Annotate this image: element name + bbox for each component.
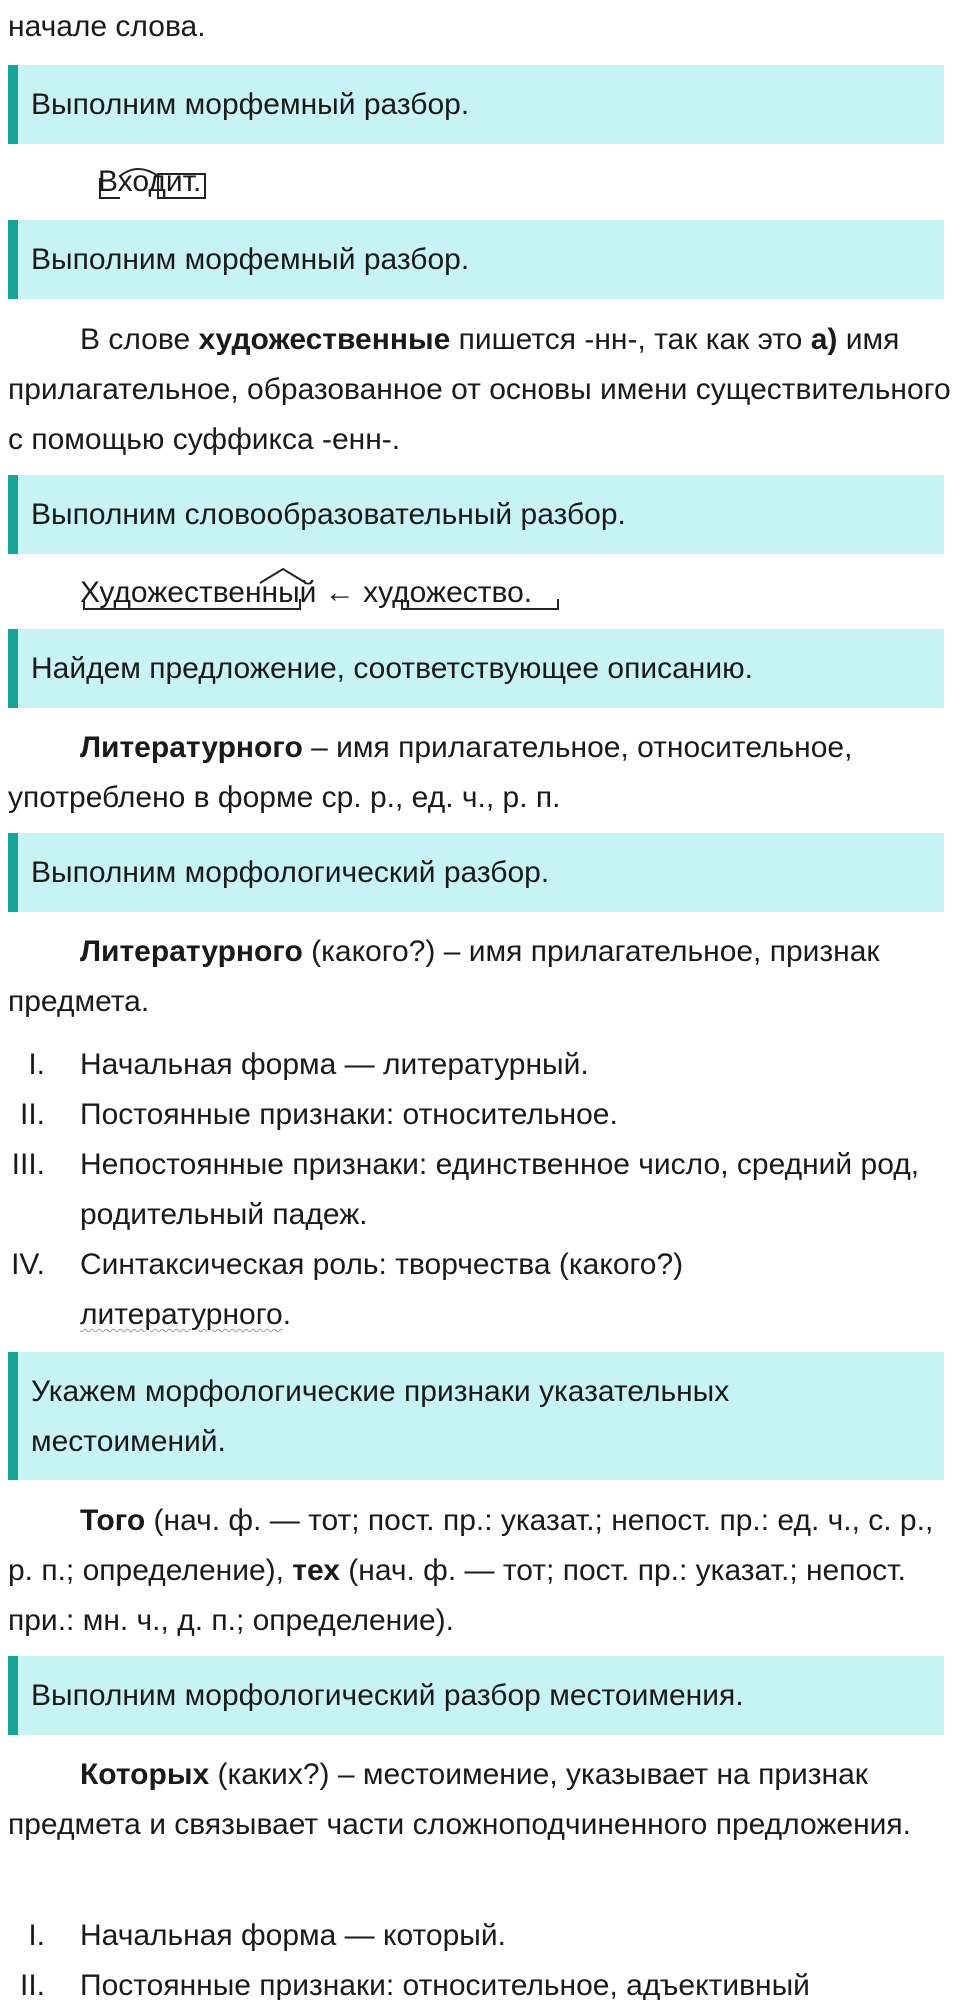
list-text: Начальная форма — который. bbox=[80, 1919, 506, 1952]
task-callout bbox=[8, 629, 944, 708]
callout-text: Найдем предложение, соответствующее описанию. bbox=[31, 651, 753, 685]
list-item bbox=[0, 1240, 960, 1340]
paragraph-text: (каких?) – местоимение, указывает на признак предмета и связывает части сложноподчиненного предложения. bbox=[8, 1758, 912, 1841]
source-word: художество bbox=[363, 576, 524, 609]
list-item bbox=[0, 1040, 960, 1090]
spellcheck-word: литературного bbox=[80, 1298, 283, 1331]
callout-text: Выполним морфемный разбор. bbox=[31, 242, 470, 276]
task-callout bbox=[8, 65, 944, 144]
key-word: Литературного bbox=[80, 935, 303, 968]
list-item bbox=[0, 1911, 960, 1961]
derivation-marks bbox=[80, 573, 600, 623]
paragraph bbox=[8, 723, 953, 823]
list-period: . bbox=[282, 1298, 292, 1331]
list-text-main: Синтаксическая роль: творчества (какого?) bbox=[80, 1248, 684, 1281]
task-callout bbox=[8, 1352, 944, 1480]
key-word: Литературного bbox=[80, 731, 303, 764]
paragraph bbox=[8, 1496, 953, 1646]
morpheme-word: Входит bbox=[98, 165, 194, 198]
list-item bbox=[0, 1140, 960, 1240]
callout-text: Выполним словообразовательный разбор. bbox=[31, 497, 626, 531]
derivation-arrow: ← bbox=[324, 576, 355, 609]
paragraph-text: – имя прилагательное, относительное, употреблено в форме ср. р., ед. ч., р. п. bbox=[8, 731, 853, 814]
list-text: Постоянные признаки: относительное, адъективный bbox=[80, 1969, 810, 2000]
derivation-diagram bbox=[80, 573, 532, 613]
list-number: I. bbox=[28, 1919, 45, 1952]
task-callout bbox=[8, 475, 944, 554]
text-line: начале слова. bbox=[8, 10, 206, 43]
key-word: тех bbox=[292, 1554, 340, 1587]
callout-text: Выполним морфологический разбор. bbox=[31, 855, 550, 889]
paragraph bbox=[8, 1750, 953, 1850]
answer-option: а) bbox=[810, 323, 838, 356]
paragraph-text: (какого?) – имя прилагательное, признак предмета. bbox=[8, 935, 880, 1018]
morpheme-diagram bbox=[98, 162, 201, 202]
list-number: II. bbox=[19, 1098, 45, 1131]
derived-word: Художественный bbox=[80, 576, 317, 609]
morpheme-period: . bbox=[193, 165, 202, 198]
paragraph-text: пишется -нн-, так как это bbox=[450, 323, 811, 356]
key-word: Которых bbox=[80, 1758, 210, 1791]
list-text bbox=[80, 1240, 950, 1340]
list-text: Непостоянные признаки: единственное число, средний род, родительный падеж. bbox=[80, 1148, 920, 1231]
paragraph-text: (нач. ф. — тот; пост. пр.: указат.; непост. при.: мн. ч., д. п.; определение). bbox=[8, 1554, 906, 1637]
list-number: III. bbox=[11, 1148, 45, 1181]
source-stem-bracket bbox=[402, 599, 558, 609]
list-item bbox=[0, 1961, 960, 2000]
key-word: Того bbox=[80, 1504, 146, 1537]
paragraph-text: В слове bbox=[80, 323, 199, 356]
callout-text: Выполним морфологический разбор местоимения. bbox=[31, 1678, 744, 1712]
callout-text: Укажем морфологические признаки указательных местоимений. bbox=[31, 1375, 730, 1458]
derivation-period: . bbox=[523, 576, 533, 609]
paragraph-text: (нач. ф. — тот; пост. пр.: указат.; непост. пр.: ед. ч., с. р., р. п.; определение), bbox=[8, 1504, 934, 1587]
root-arc bbox=[120, 169, 158, 176]
callout-text: Выполним морфемный разбор. bbox=[31, 87, 470, 121]
list-text: Начальная форма — литературный. bbox=[80, 1048, 589, 1081]
task-callout bbox=[8, 833, 944, 912]
list-text: Постоянные признаки: относительное. bbox=[80, 1098, 618, 1131]
task-callout bbox=[8, 220, 944, 299]
key-word: художественные bbox=[198, 323, 451, 356]
prefix-mark bbox=[100, 178, 120, 198]
list-item bbox=[0, 1090, 960, 1140]
paragraph bbox=[8, 927, 953, 1027]
task-callout bbox=[8, 1656, 944, 1735]
paragraph-text: имя прилагательное, образованное от основы имени существительного с помощью суффикса -енн-. bbox=[8, 323, 951, 456]
list-number: I. bbox=[28, 1048, 45, 1081]
paragraph bbox=[8, 315, 953, 465]
morpheme-marks bbox=[98, 162, 208, 212]
ending-box bbox=[158, 174, 205, 198]
list-number: IV. bbox=[11, 1248, 45, 1281]
stem-bracket bbox=[84, 599, 300, 609]
suffix-mark bbox=[260, 569, 306, 583]
list-number: II. bbox=[19, 1969, 45, 2000]
